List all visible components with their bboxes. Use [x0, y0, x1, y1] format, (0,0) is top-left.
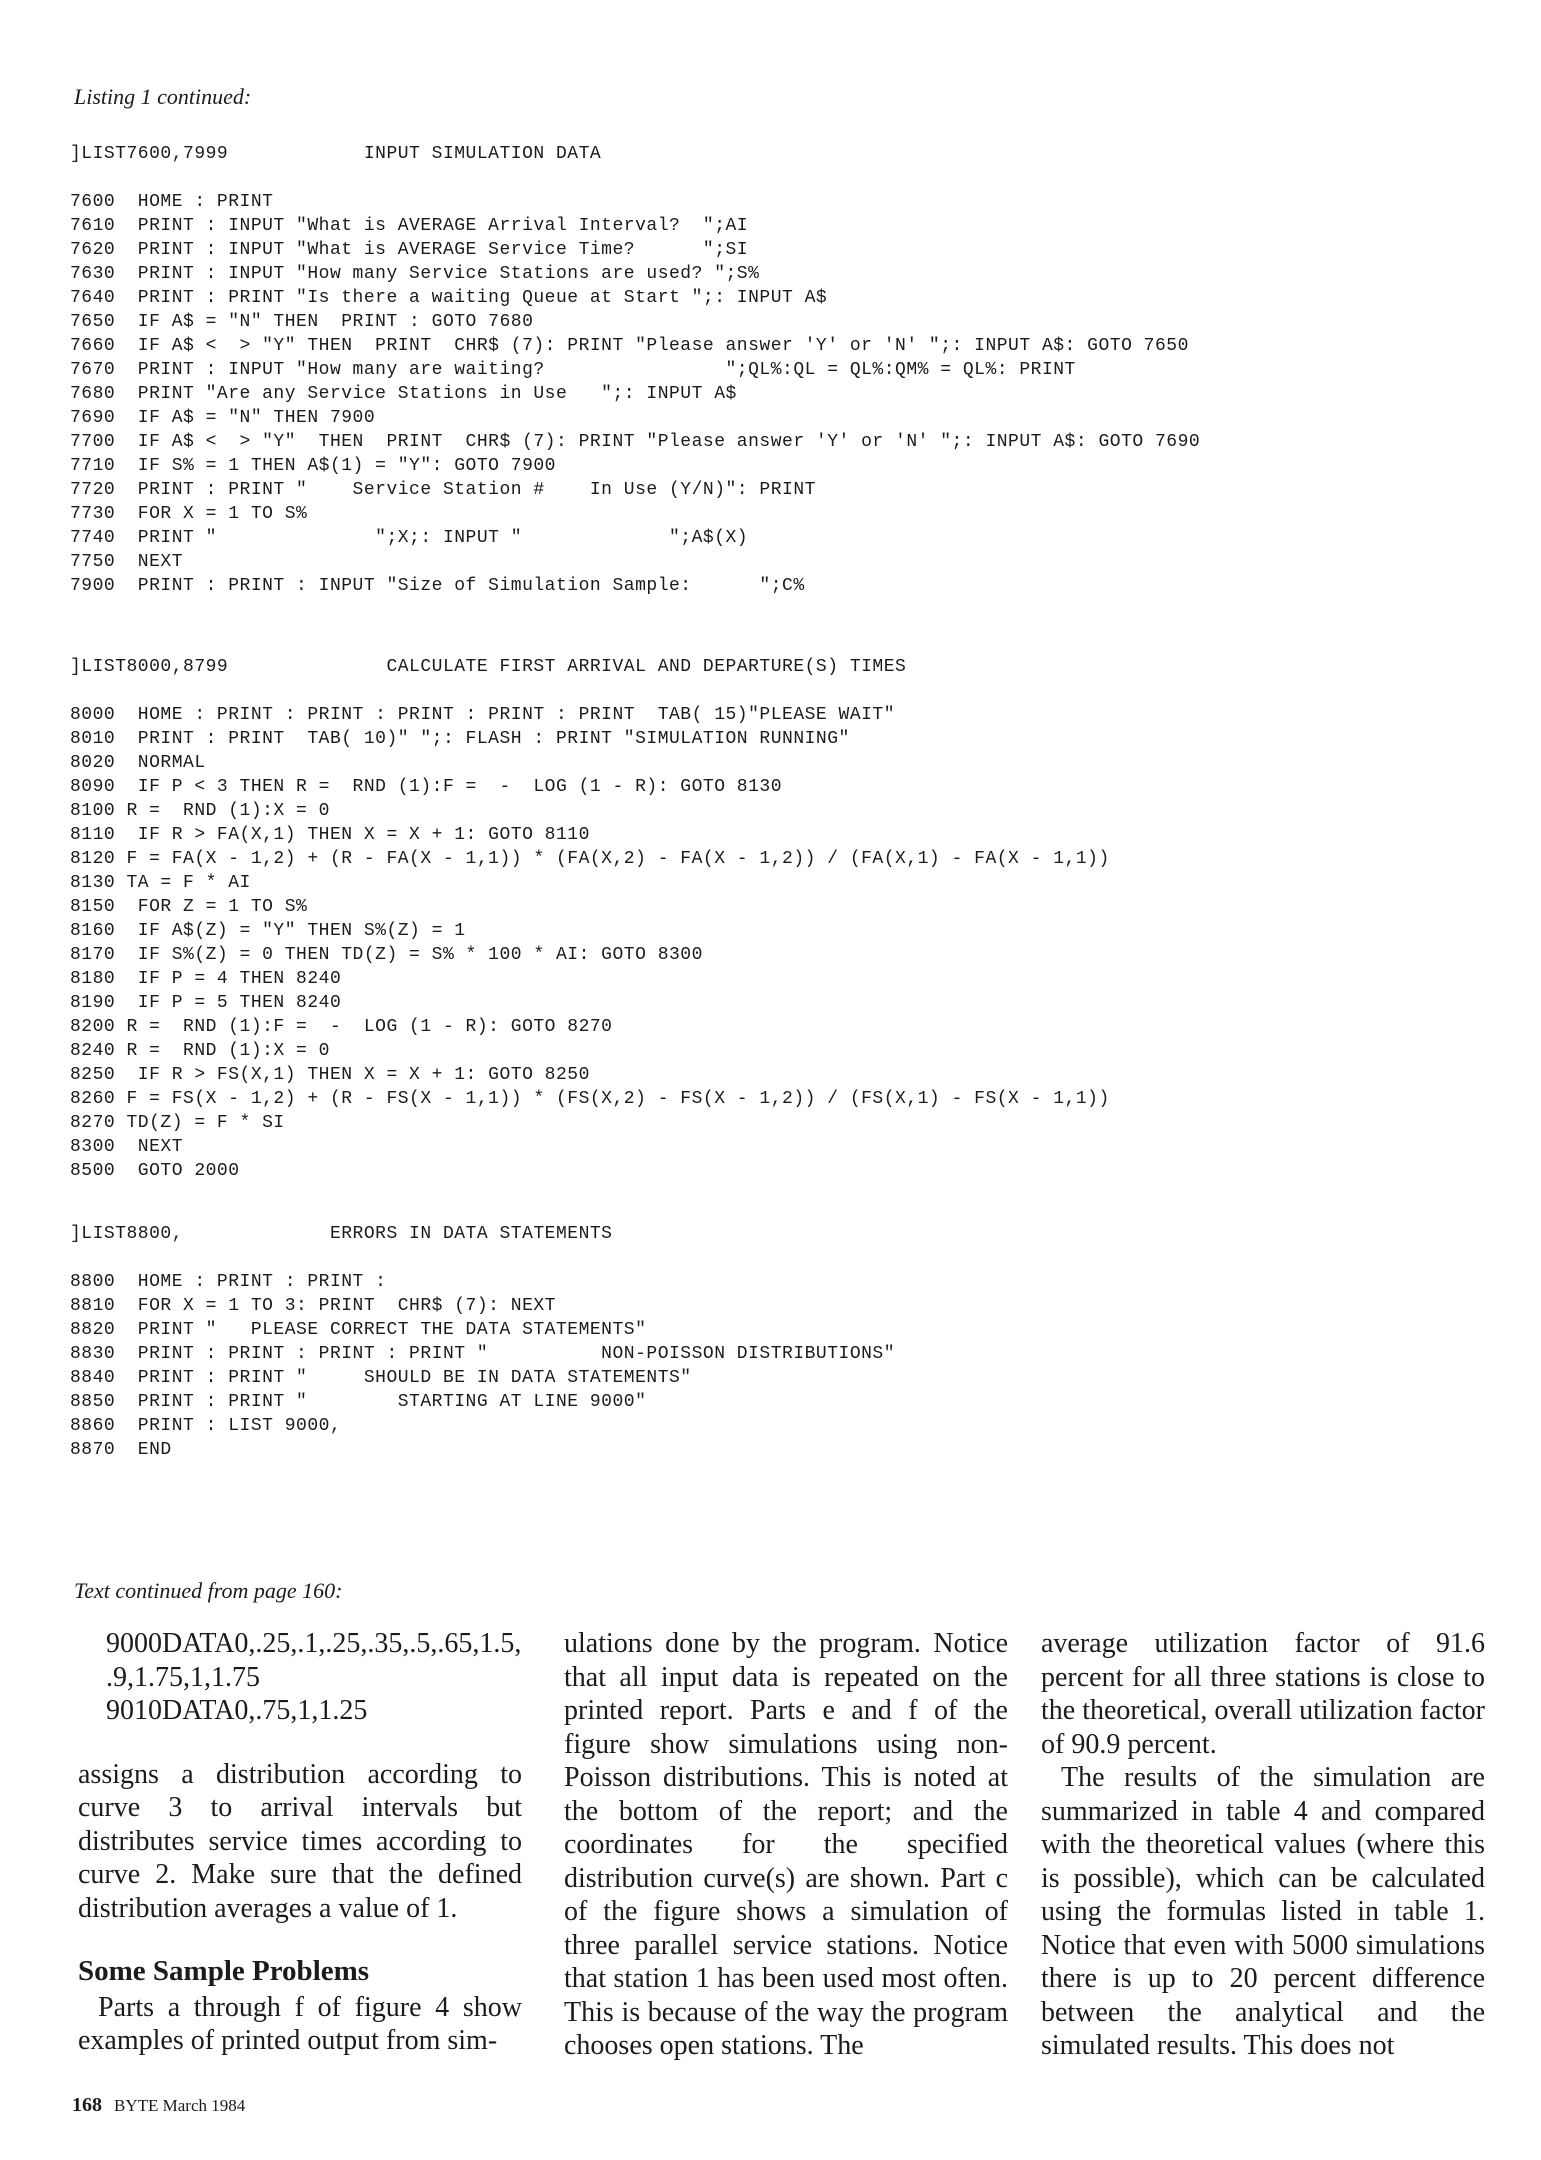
code-line: 7750 NEXT [70, 552, 184, 572]
publication-name: BYTE March 1984 [114, 2096, 246, 2115]
code-line: 8800 HOME : PRINT : PRINT : [70, 1272, 387, 1292]
code-line: 8850 PRINT : PRINT " STARTING AT LINE 9000" [70, 1392, 647, 1412]
code-line: 7690 IF A$ = "N" THEN 7900 [70, 408, 376, 428]
code-line: 8200 R = RND (1):F = - LOG (1 - R): GOTO 8270 [70, 1017, 613, 1037]
code-line: 8020 NORMAL [70, 753, 206, 773]
code-line: 7670 PRINT : INPUT "How many are waiting? ";QL%:QL = QL%:QM% = QL%: PRINT [70, 360, 1076, 380]
code-line: 8300 NEXT [70, 1137, 184, 1157]
section-heading: Some Sample Problems [78, 1955, 370, 1987]
code-line: 8170 IF S%(Z) = 0 THEN TD(Z) = S% * 100 * AI: GOTO 8300 [70, 945, 703, 965]
listing-input-simulation-data [70, 142, 1200, 598]
code-line: 8830 PRINT : PRINT : PRINT : PRINT " NON-POISSON DISTRIBUTIONS" [70, 1344, 896, 1364]
code-line: 8160 IF A$(Z) = "Y" THEN S%(Z) = 1 [70, 921, 466, 941]
page-footer [72, 2094, 245, 2117]
page-number: 168 [72, 2094, 102, 2116]
data-line: 9000DATA0,.25,.1,.25,.35,.5,.65,1.5, [106, 1628, 522, 1659]
code-line: 7720 PRINT : PRINT " Service Station # In Use (Y/N)": PRINT [70, 480, 816, 500]
code-line: 7680 PRINT "Are any Service Stations in Use ";: INPUT A$ [70, 384, 737, 404]
code-line: 7730 FOR X = 1 TO S% [70, 504, 308, 524]
data-line: 9010DATA0,.75,1,1.25 [106, 1695, 368, 1726]
code-line: 8000 HOME : PRINT : PRINT : PRINT : PRINT : PRINT TAB( 15)"PLEASE WAIT" [70, 705, 896, 725]
code-line: 7640 PRINT : PRINT "Is there a waiting Queue at Start ";: INPUT A$ [70, 288, 828, 308]
code-line: 7600 HOME : PRINT [70, 192, 274, 212]
paragraph: ulations done by the program. Notice that all input data is repeated on the printed report. Parts e and f of the figure show simulations using non-Poisson distributions. This is noted at the bottom of the report; and the coordinates for the specified distribution curve(s) are shown. Part c of the figure shows a simulation of three parallel service stations. Notice that station 1 has been used most often. This is because of the way the program chooses open stations. The [564, 1628, 1008, 2061]
code-line: 8110 IF R > FA(X,1) THEN X = X + 1: GOTO 8110 [70, 825, 590, 845]
listing-header: ]LIST8000,8799 CALCULATE FIRST ARRIVAL AND DEPARTURE(S) TIMES [70, 657, 907, 677]
body-column-3 [1041, 1627, 1485, 2063]
code-line: 8860 PRINT : LIST 9000, [70, 1416, 342, 1436]
code-line: 8820 PRINT " PLEASE CORRECT THE DATA STATEMENTS" [70, 1320, 647, 1340]
code-line: 8250 IF R > FS(X,1) THEN X = X + 1: GOTO 8250 [70, 1065, 590, 1085]
body-column-1 [78, 1627, 522, 2058]
code-line: 7660 IF A$ < > "Y" THEN PRINT CHR$ (7): PRINT "Please answer 'Y' or 'N' ";: INPUT A$: GOTO 7650 [70, 336, 1189, 356]
code-line: 8500 GOTO 2000 [70, 1161, 240, 1181]
code-line: 7900 PRINT : PRINT : INPUT "Size of Simulation Sample: ";C% [70, 576, 805, 596]
text-continued-note: Text continued from page 160: [74, 1578, 343, 1603]
listing-errors-in-data [70, 1222, 895, 1462]
listing-caption: Listing 1 continued: [74, 84, 252, 109]
code-line: 8100 R = RND (1):X = 0 [70, 801, 330, 821]
code-line: 8150 FOR Z = 1 TO S% [70, 897, 308, 917]
code-line: 8010 PRINT : PRINT TAB( 10)" ";: FLASH : PRINT "SIMULATION RUNNING" [70, 729, 850, 749]
code-line: 8240 R = RND (1):X = 0 [70, 1041, 330, 1061]
data-statements [78, 1627, 522, 1728]
code-line: 8260 F = FS(X - 1,2) + (R - FS(X - 1,1)) * (FS(X,2) - FS(X - 1,2)) / (FS(X,1) - FS(X - 1,1)) [70, 1089, 1110, 1109]
code-line: 8190 IF P = 5 THEN 8240 [70, 993, 342, 1013]
code-line: 8180 IF P = 4 THEN 8240 [70, 969, 342, 989]
paragraph: The results of the simulation are summarized in table 4 and compared with the theoretical values (where this is possible), which can be calculated using the formulas listed in table 1. Notice that even with 5000 simulations there is up to 20 percent difference between the analytical and the simulated results. This does not [1041, 1762, 1485, 2061]
code-line: 7650 IF A$ = "N" THEN PRINT : GOTO 7680 [70, 312, 534, 332]
code-line: 7710 IF S% = 1 THEN A$(1) = "Y": GOTO 7900 [70, 456, 556, 476]
code-line: 8810 FOR X = 1 TO 3: PRINT CHR$ (7): NEXT [70, 1296, 556, 1316]
code-line: 8840 PRINT : PRINT " SHOULD BE IN DATA STATEMENTS" [70, 1368, 692, 1388]
paragraph: Parts a through f of figure 4 show examples of printed output from sim- [78, 1991, 522, 2056]
code-line: 7630 PRINT : INPUT "How many Service Stations are used? ";S% [70, 264, 760, 284]
data-line: .9,1.75,1,1.75 [106, 1661, 260, 1693]
code-line: 8870 END [70, 1440, 172, 1460]
code-line: 7700 IF A$ < > "Y" THEN PRINT CHR$ (7): PRINT "Please answer 'Y' or 'N' ";: INPUT A$: GOTO 7690 [70, 432, 1201, 452]
code-line: 8270 TD(Z) = F * SI [70, 1113, 285, 1133]
paragraph: assigns a distribution according to curve 3 to arrival intervals but distributes service times according to curve 2. Make sure that the defined distribution averages a value of 1. [78, 1758, 522, 1924]
code-line: 7620 PRINT : INPUT "What is AVERAGE Service Time? ";SI [70, 240, 749, 260]
code-line: 8120 F = FA(X - 1,2) + (R - FA(X - 1,1)) * (FA(X,2) - FA(X - 1,2)) / (FA(X,1) - FA(X - 1,1)) [70, 849, 1110, 869]
code-line: 7610 PRINT : INPUT "What is AVERAGE Arrival Interval? ";AI [70, 216, 749, 236]
listing-header: ]LIST8800, ERRORS IN DATA STATEMENTS [70, 1224, 613, 1244]
code-line: 8090 IF P < 3 THEN R = RND (1):F = - LOG (1 - R): GOTO 8130 [70, 777, 783, 797]
code-line: 8130 TA = F * AI [70, 873, 251, 893]
code-line: 7740 PRINT " ";X;: INPUT " ";A$(X) [70, 528, 749, 548]
paragraph: average utilization factor of 91.6 percent for all three stations is close to the theoretical, overall utilization factor of 90.9 percent. [1041, 1628, 1485, 1760]
listing-calculate-arrival-departure [70, 655, 1110, 1183]
listing-header: ]LIST7600,7999 INPUT SIMULATION DATA [70, 144, 602, 164]
body-column-2 [564, 1627, 1008, 2063]
